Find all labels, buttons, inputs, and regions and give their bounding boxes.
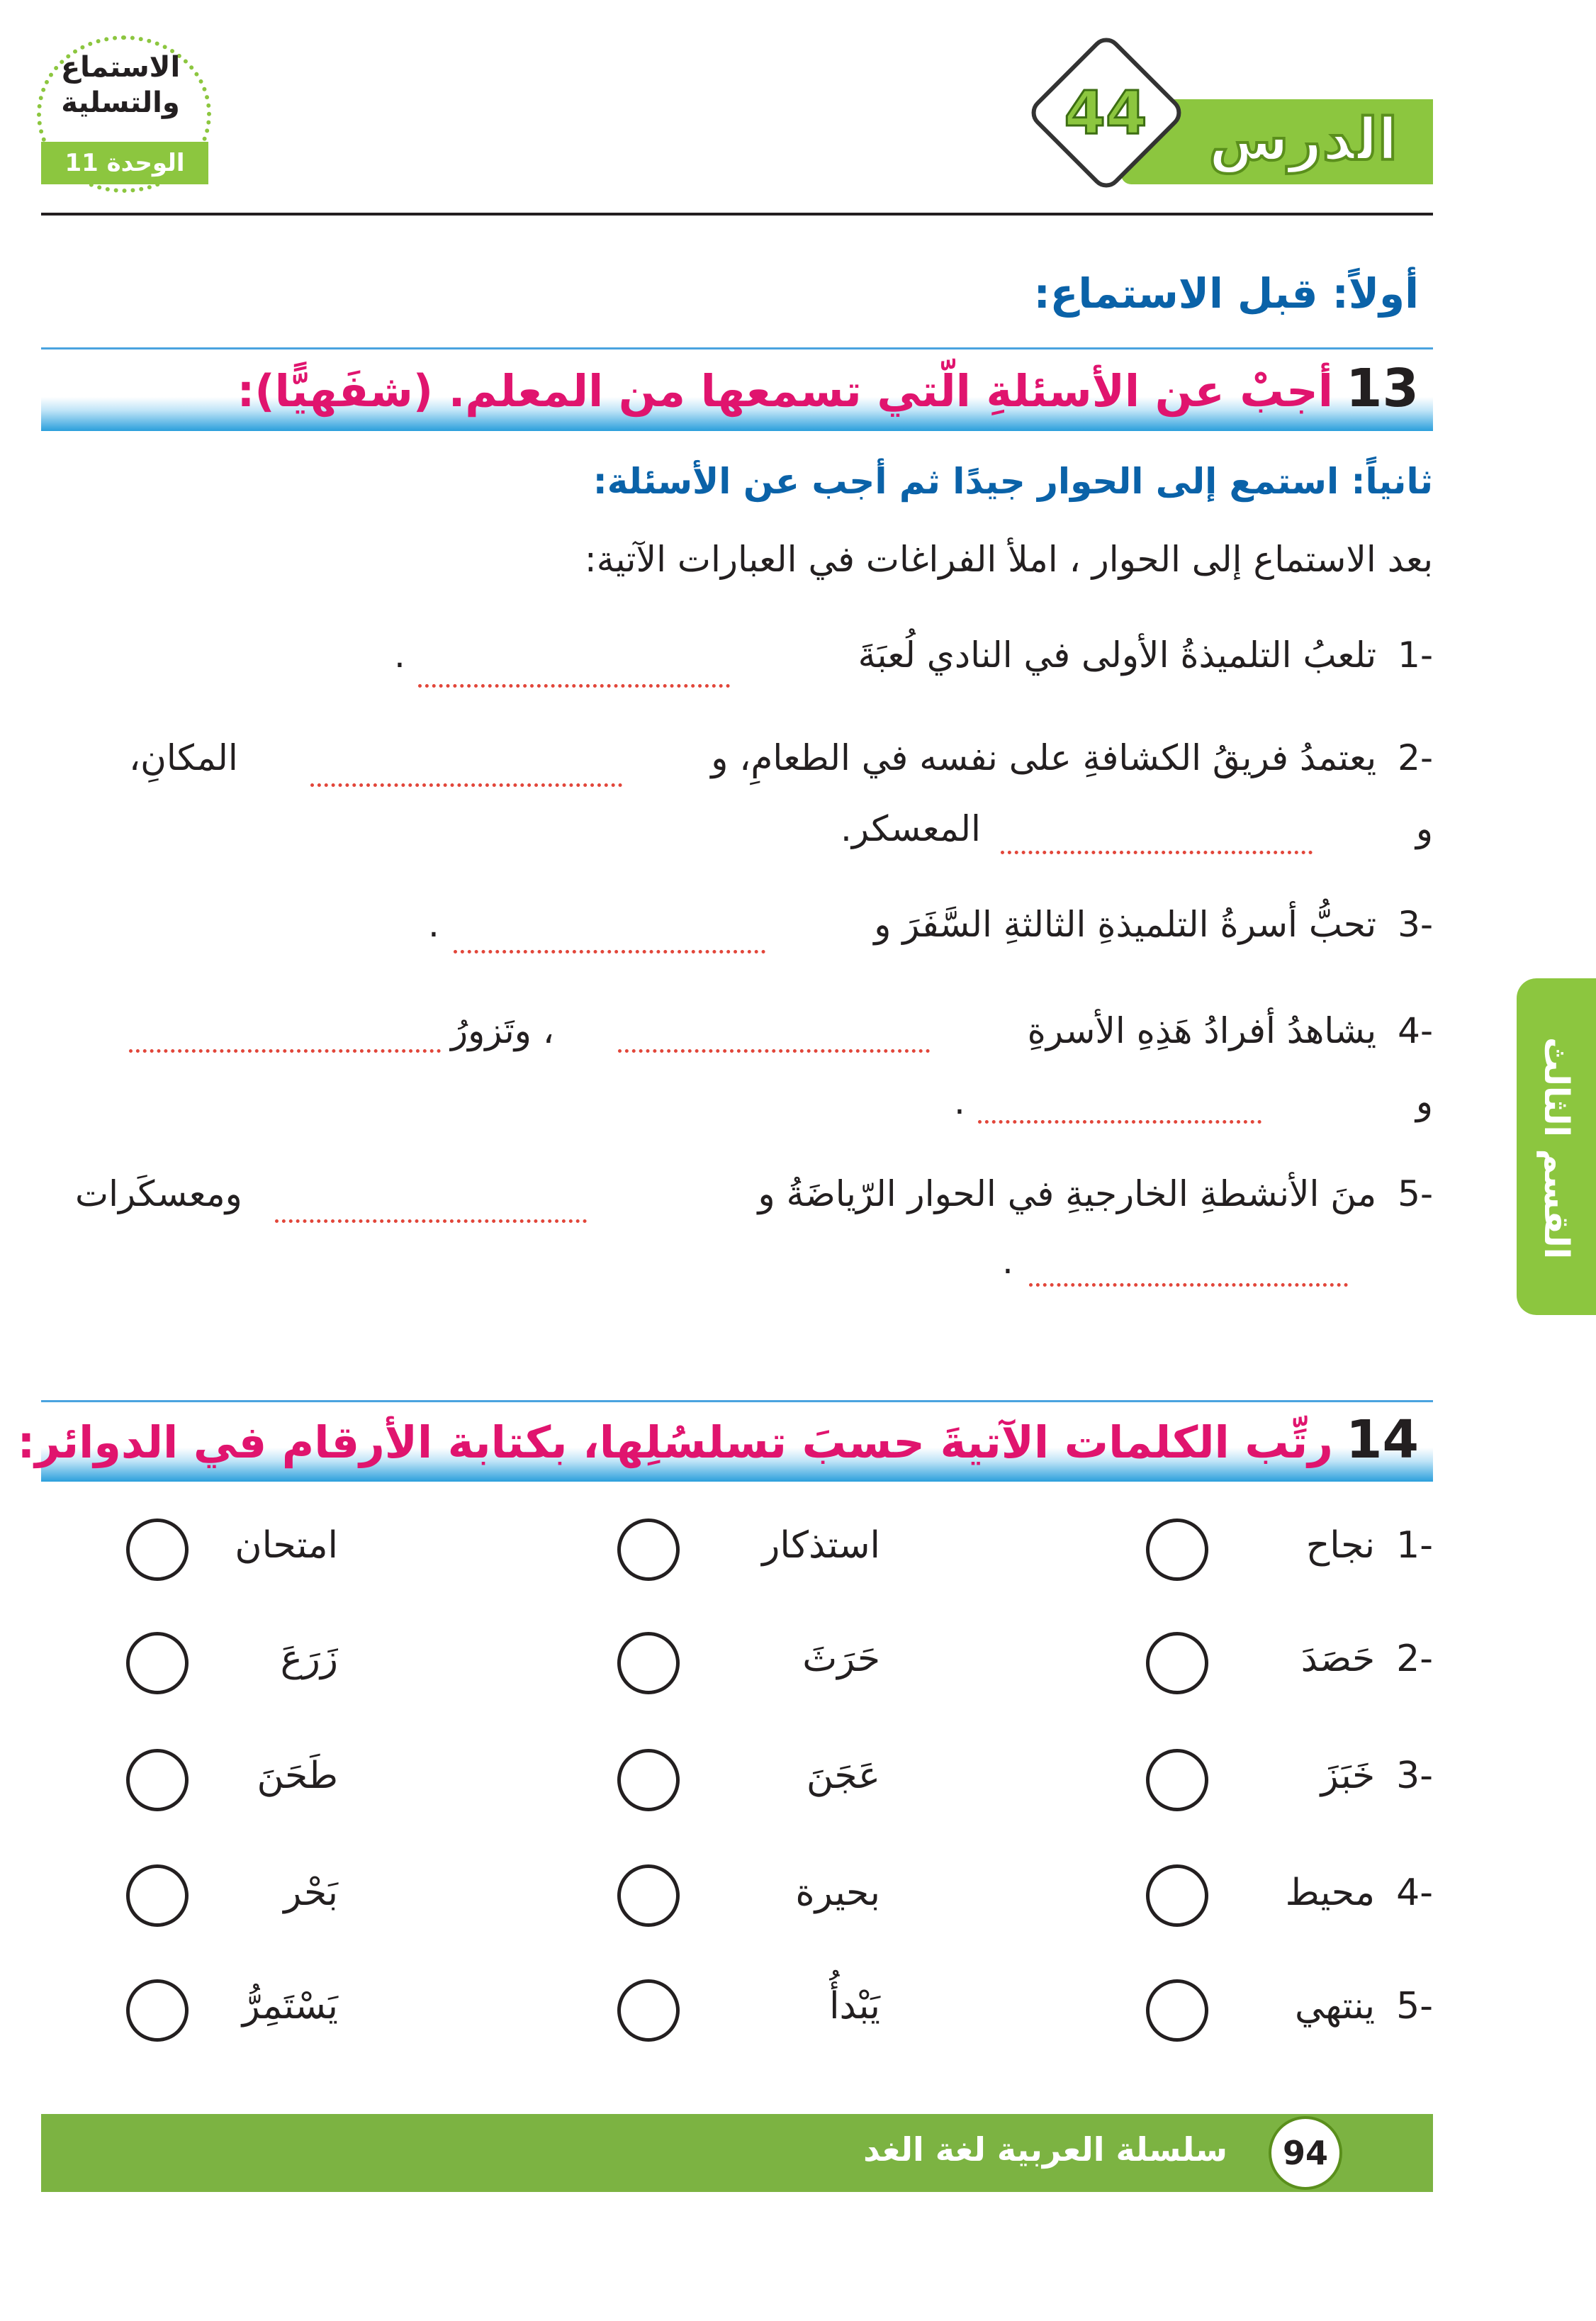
order-row-5 xyxy=(1295,1985,1433,2028)
order-circle[interactable] xyxy=(1146,1864,1208,1927)
order-circle[interactable] xyxy=(617,1749,680,1811)
item-text: تحبُّ أسرةُ التلميذةِ الثالثةِ السَّفَرَ و xyxy=(874,904,1377,945)
header-divider xyxy=(41,213,1433,216)
order-circle[interactable] xyxy=(1146,1632,1208,1694)
item-line2-end: المعسكر. xyxy=(841,808,981,849)
question-14-number: 14 xyxy=(1346,1409,1419,1470)
order-row-3 xyxy=(1321,1755,1433,1797)
item-end: . xyxy=(394,634,405,676)
blank-line[interactable] xyxy=(275,1219,587,1223)
unit-title-line1: الاستماع xyxy=(60,51,181,84)
item-number: -4 xyxy=(1396,1872,1433,1914)
fill-item-5 xyxy=(758,1173,1433,1214)
blank-line[interactable] xyxy=(129,1049,441,1053)
question-14-text: رتِّب الكلمات الآتيةَ حسبَ تسلسُلِها، بكتابة الأرقام في الدوائر: xyxy=(17,1416,1334,1468)
unit-title-line2: والتسلية xyxy=(61,86,180,119)
order-word: طَحَنَ xyxy=(257,1755,338,1797)
item-line2-end: . xyxy=(1002,1241,1013,1282)
order-word: يَسْتَمِرُّ xyxy=(242,1985,338,2028)
item-number: -3 xyxy=(1396,1755,1433,1797)
order-word: خَبَزَ xyxy=(1320,1755,1376,1797)
divider xyxy=(41,347,1433,349)
series-title: سلسلة العربية لغة الغد xyxy=(863,2130,1227,2169)
order-word: بحيرة xyxy=(795,1872,880,1914)
order-row-1 xyxy=(1306,1524,1433,1567)
order-word: عَجَنَ xyxy=(806,1755,880,1797)
item-number: -1 xyxy=(1398,634,1433,676)
order-word: محيط xyxy=(1285,1872,1376,1914)
fill-item-3 xyxy=(874,904,1433,945)
blank-line[interactable] xyxy=(978,1120,1261,1124)
fill-item-4 xyxy=(1028,1010,1433,1051)
lesson-number: 44 xyxy=(1064,78,1147,147)
item-line2-start: و xyxy=(1415,1081,1433,1122)
order-circle[interactable] xyxy=(126,1519,189,1581)
question-13-title xyxy=(237,358,1419,419)
order-word: نجاح xyxy=(1305,1524,1376,1567)
item-text: ومعسكَرات xyxy=(75,1173,242,1214)
order-circle[interactable] xyxy=(617,1979,680,2042)
fill-item-2 xyxy=(711,737,1433,778)
blank-line[interactable] xyxy=(1001,851,1313,854)
blank-line[interactable] xyxy=(1029,1283,1348,1287)
order-word: بَحْر xyxy=(283,1872,338,1914)
order-word: زَرَعَ xyxy=(280,1638,338,1680)
section-second-title: ثانياً: استمع إلى الحوار جيدًا ثم أجب عن الأسئلة: xyxy=(592,461,1433,502)
order-row-2 xyxy=(1301,1638,1433,1680)
order-circle[interactable] xyxy=(126,1979,189,2042)
unit-label: الوحدة 11 xyxy=(41,142,208,184)
order-circle[interactable] xyxy=(126,1864,189,1927)
blank-line[interactable] xyxy=(618,1049,930,1053)
question-14-title xyxy=(17,1409,1419,1470)
item-text: تلعبُ التلميذةُ الأولى في النادي لُعبَةَ xyxy=(858,634,1377,676)
item-number: -4 xyxy=(1398,1010,1433,1051)
item-number: -1 xyxy=(1396,1524,1433,1567)
order-word: حَصَدَ xyxy=(1300,1638,1376,1680)
fill-item-1 xyxy=(858,634,1433,676)
item-number: -2 xyxy=(1398,737,1433,778)
order-circle[interactable] xyxy=(1146,1979,1208,2042)
item-text: ، وتَزورُ xyxy=(451,1010,554,1051)
blank-line[interactable] xyxy=(418,684,730,688)
blank-line[interactable] xyxy=(454,950,765,953)
item-text: منَ الأنشطةِ الخارجيةِ في الحوار الرّياضَةُ و xyxy=(758,1173,1377,1214)
order-circle[interactable] xyxy=(617,1632,680,1694)
item-number: -2 xyxy=(1396,1638,1433,1680)
section-before-title: أولاً: قبل الاستماع: xyxy=(1033,269,1419,318)
section-side-label: القسم الثالث xyxy=(1536,1037,1576,1260)
order-word: استذكار xyxy=(762,1524,880,1567)
page-number: 94 xyxy=(1269,2116,1342,2190)
item-number: -5 xyxy=(1398,1173,1433,1214)
instruction-text: بعد الاستماع إلى الحوار ، املأ الفراغات في العبارات الآتية: xyxy=(584,539,1433,580)
order-circle[interactable] xyxy=(126,1632,189,1694)
order-row-4 xyxy=(1286,1872,1433,1914)
item-line2-start: و xyxy=(1415,808,1433,849)
divider xyxy=(41,1400,1433,1402)
question-13-number: 13 xyxy=(1346,358,1419,419)
order-word: يَبْدأُ xyxy=(829,1985,880,2028)
item-number: -5 xyxy=(1396,1985,1433,2028)
order-circle[interactable] xyxy=(617,1864,680,1927)
item-text: المكانِ، xyxy=(129,737,238,778)
order-circle[interactable] xyxy=(1146,1519,1208,1581)
question-13-text: أجبْ عن الأسئلةِ الّتي تسمعها من المعلم. (شفَهيًّا): xyxy=(237,365,1334,417)
lesson-word: الدرس xyxy=(1208,106,1398,174)
item-text: يعتمدُ فريقُ الكشافةِ على نفسه في الطعامِ، و xyxy=(711,737,1377,778)
item-end: . xyxy=(428,904,439,945)
item-line2-end: . xyxy=(954,1081,965,1122)
order-word: امتحان xyxy=(235,1524,338,1567)
order-circle[interactable] xyxy=(126,1749,189,1811)
item-text: يشاهدُ أفرادُ هَذِهِ الأسرةِ xyxy=(1027,1010,1377,1051)
order-circle[interactable] xyxy=(617,1519,680,1581)
blank-line[interactable] xyxy=(310,783,622,787)
item-number: -3 xyxy=(1398,904,1433,945)
order-word: ينتهي xyxy=(1294,1985,1376,2028)
order-circle[interactable] xyxy=(1146,1749,1208,1811)
order-word: حَرَثَ xyxy=(802,1638,880,1680)
unit-title xyxy=(43,50,198,121)
